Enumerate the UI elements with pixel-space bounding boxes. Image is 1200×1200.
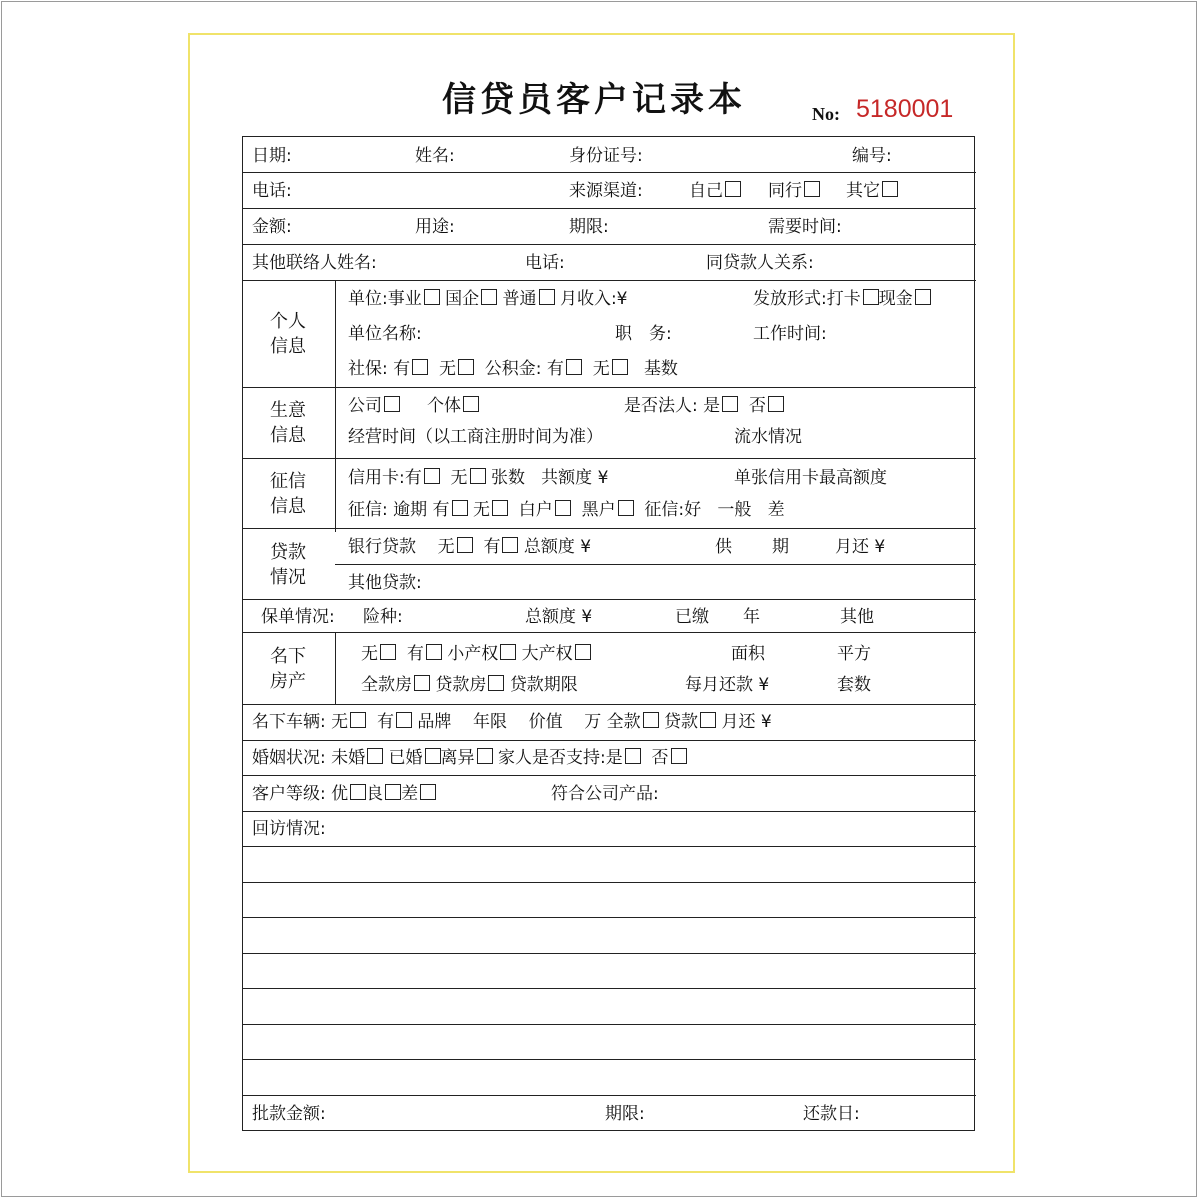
car-row [252, 712, 772, 732]
row-divider [243, 599, 976, 600]
work-time-label: 工作时间: [753, 324, 827, 344]
option-label: 白户 [518, 500, 553, 520]
checkbox[interactable] [612, 359, 628, 375]
option-label: 贷款房 [435, 675, 487, 695]
option-label: 事业 [387, 289, 422, 309]
option-label: 有 [546, 359, 564, 379]
grade-row [252, 784, 436, 804]
option-label: 无 [438, 359, 456, 379]
other-loan-label: 其他贷款: [348, 573, 422, 593]
option-label: 小产权 [447, 644, 499, 664]
monthly-label: 月还 ¥ [721, 712, 772, 732]
option-label: 优 [331, 784, 349, 804]
legal-person-row [624, 396, 784, 416]
row-divider [243, 775, 976, 776]
section-label-line: 信息 [270, 425, 306, 446]
bank-loan-label: 银行贷款 [348, 537, 416, 557]
house-label [243, 644, 333, 694]
loan-status-label [243, 540, 333, 590]
option-label: 无 [472, 500, 490, 520]
form-table [242, 136, 975, 1131]
family-label: 家人是否支持: [497, 748, 606, 768]
option-label: 自己 [689, 181, 723, 201]
policy-paid-label: 已缴 [675, 607, 709, 627]
price-label: 价值 [528, 712, 563, 732]
checkbox[interactable] [384, 396, 400, 412]
policy-type-label: 险种: [363, 607, 403, 627]
option-label: 全款 [606, 712, 641, 732]
row-divider [243, 244, 976, 245]
social-label: 社保: [348, 359, 388, 379]
checkbox[interactable] [385, 784, 401, 800]
marriage-label: 婚姻状况: [252, 748, 326, 768]
checkbox[interactable] [420, 784, 436, 800]
option-label: 离异 [440, 748, 475, 768]
base-label: 基数 [643, 359, 678, 379]
unit-label: 单位: [348, 289, 388, 309]
option-label: 无 [437, 537, 455, 557]
house-type-row [361, 644, 591, 664]
section-divider [335, 632, 336, 704]
option-label: 逾期 有 [393, 500, 450, 520]
option-label: 是 [703, 396, 721, 416]
row-divider [243, 208, 976, 209]
name-label: 姓名: [415, 146, 455, 166]
checkbox[interactable] [863, 289, 879, 305]
usage-label: 用途: [415, 217, 455, 237]
section-label-line: 名下 [270, 646, 306, 667]
row-divider [243, 704, 976, 705]
option-label: 已婚 [388, 748, 423, 768]
option-label: 否 [748, 396, 766, 416]
pay-label: 发放形式: [753, 289, 827, 309]
monthly-label: 月还 ¥ [835, 537, 886, 557]
checkbox[interactable] [555, 500, 571, 516]
checkbox[interactable] [671, 748, 687, 764]
checkbox[interactable] [463, 396, 479, 412]
option-label: 其它 [846, 181, 880, 201]
house-area-label: 面积 [731, 644, 765, 664]
row-divider [243, 528, 976, 529]
personal-info-label [243, 309, 333, 359]
checkbox[interactable] [700, 712, 716, 728]
option-label: 贷款 [664, 712, 699, 732]
section-label-line: 征信 [270, 471, 306, 492]
option-label: 有 [376, 712, 394, 732]
source-label: 来源渠道: [569, 181, 643, 201]
cash-flow-label: 流水情况 [734, 427, 802, 447]
source-self-option[interactable] [689, 181, 741, 201]
checkbox[interactable] [457, 537, 473, 553]
option-label: 国企 [445, 289, 480, 309]
business-info-label [243, 398, 333, 448]
row-divider [243, 988, 976, 989]
checkbox[interactable] [768, 396, 784, 412]
source-peer-option[interactable] [768, 181, 820, 201]
id-number-label: 身份证号: [569, 146, 643, 166]
option-label: 未婚 [331, 748, 366, 768]
checkbox[interactable] [458, 359, 474, 375]
option-label: 无 [450, 468, 468, 488]
product-fit-label: 符合公司产品: [551, 784, 659, 804]
option-label: 打卡 [826, 289, 861, 309]
approved-amount-label: 批款金额: [252, 1104, 326, 1124]
checkbox[interactable] [539, 289, 555, 305]
house-payment-row [361, 675, 578, 695]
checkbox[interactable] [882, 181, 898, 197]
option-label: 有 [393, 359, 411, 379]
footer-term-label: 期限: [605, 1104, 645, 1124]
checkbox[interactable] [643, 712, 659, 728]
row-divider [243, 1024, 976, 1025]
row-divider [335, 564, 976, 565]
checkbox[interactable] [425, 748, 441, 764]
checkbox[interactable] [915, 289, 931, 305]
section-label-line: 信息 [270, 496, 306, 517]
section-divider [335, 280, 336, 532]
checkbox[interactable] [725, 181, 741, 197]
section-label-line: 信息 [270, 336, 306, 357]
option-label: 有 [483, 537, 501, 557]
policy-total-label: 总额度 ¥ [525, 607, 593, 627]
credit-label: 征信: [348, 500, 388, 520]
house-sets-label: 套数 [837, 675, 871, 695]
checkbox[interactable] [350, 784, 366, 800]
max-card-limit-label: 单张信用卡最高额度 [734, 468, 887, 488]
row-divider [243, 1095, 976, 1096]
operating-time-label: 经营时间（以工商注册时间为准） [348, 427, 603, 447]
amount-label: 金额: [252, 217, 292, 237]
form-title: 信贷员客户记录本 [442, 80, 746, 120]
checkbox[interactable] [424, 468, 440, 484]
option-label: 普通 [502, 289, 537, 309]
section-label-line: 个人 [270, 311, 306, 332]
option-label: 良 [366, 784, 384, 804]
checkbox[interactable] [618, 500, 634, 516]
row-divider [243, 846, 976, 847]
house-sqm-label: 平方 [837, 644, 871, 664]
section-label-line: 情况 [270, 567, 306, 588]
checkbox[interactable] [470, 468, 486, 484]
serial-label: No: [812, 104, 840, 124]
checkbox[interactable] [396, 712, 412, 728]
total-label: 总额度 ¥ [523, 537, 592, 557]
pay-method-row [753, 289, 931, 309]
checkbox[interactable] [575, 644, 591, 660]
contact-name-label: 其他联络人姓名: [252, 253, 377, 273]
checkbox[interactable] [566, 359, 582, 375]
checkbox[interactable] [414, 675, 430, 691]
unit-type-row [348, 289, 628, 309]
checkbox[interactable] [804, 181, 820, 197]
date-label: 日期: [252, 146, 292, 166]
wan-label: 万 [584, 712, 602, 732]
option-label: 否 [651, 748, 669, 768]
row-divider [243, 740, 976, 741]
row-divider [243, 917, 976, 918]
option-label: 无 [361, 644, 378, 664]
option-label: 黑户 [581, 500, 616, 520]
legal-label: 是否法人: [624, 396, 698, 416]
relation-label: 同贷款人关系: [706, 253, 814, 273]
checkbox[interactable] [625, 748, 641, 764]
option-label: 信用卡:有 [348, 468, 422, 488]
option-label: 大产权 [521, 644, 573, 664]
bank-loan-row [348, 537, 591, 557]
checkbox[interactable] [367, 748, 383, 764]
policy-other-label: 其他 [840, 607, 874, 627]
row-divider [243, 280, 976, 281]
serial-field-label: 编号: [852, 146, 892, 166]
social-insurance-row [348, 359, 678, 379]
option-label: 同行 [768, 181, 802, 201]
phone-label: 电话: [252, 181, 292, 201]
option-label: 征信:好 [644, 500, 702, 520]
section-label-line: 贷款 [270, 542, 306, 563]
option-label: 个体 [427, 396, 462, 416]
row-divider [243, 172, 976, 173]
option-label: 有 [406, 644, 424, 664]
count-label: 张数 [490, 468, 525, 488]
section-label-line: 房产 [270, 671, 306, 692]
period-label: 期 [772, 537, 789, 557]
checkbox[interactable] [500, 644, 516, 660]
row-divider [243, 632, 976, 633]
supply-label: 供 [715, 537, 732, 557]
years-label: 年限 [472, 712, 507, 732]
brand-label: 品牌 [417, 712, 452, 732]
checkbox[interactable] [426, 644, 442, 660]
source-other-option[interactable] [846, 181, 898, 201]
checkbox[interactable] [488, 675, 504, 691]
checkbox[interactable] [492, 500, 508, 516]
policy-year-label: 年 [743, 607, 760, 627]
option-label: 差 [401, 784, 419, 804]
option-label: 无 [331, 712, 349, 732]
row-divider [243, 882, 976, 883]
option-label: 是 [605, 748, 623, 768]
car-label: 名下车辆: [252, 712, 326, 732]
row-divider [243, 953, 976, 954]
checkbox[interactable] [380, 644, 396, 660]
checkbox[interactable] [424, 289, 440, 305]
option-label: 差 [767, 500, 785, 520]
credit-status-row [348, 500, 785, 520]
option-label: 公司 [348, 396, 382, 416]
term-label: 期限: [569, 217, 609, 237]
repay-day-label: 还款日: [803, 1104, 860, 1124]
credit-info-label [243, 469, 333, 519]
row-divider [243, 1059, 976, 1060]
marriage-row [252, 748, 687, 768]
row-divider [243, 387, 976, 388]
policy-label: 保单情况: [261, 607, 335, 627]
post-label: 职 务: [615, 324, 672, 344]
checkbox[interactable] [502, 537, 518, 553]
option-label: 无 [592, 359, 610, 379]
grade-label: 客户等级: [252, 784, 326, 804]
business-type-row [348, 396, 479, 416]
unit-name-label: 单位名称: [348, 324, 422, 344]
loan-term-label: 贷款期限 [509, 675, 578, 695]
house-monthly-label: 每月还款 ¥ [685, 675, 770, 695]
row-divider [243, 458, 976, 459]
option-label: 一般 [717, 500, 752, 520]
credit-card-row [348, 468, 608, 488]
visit-label: 回访情况: [252, 819, 326, 839]
option-label: 全款房 [361, 675, 412, 695]
limit-label: 共额度 ¥ [541, 468, 609, 488]
checkbox[interactable] [722, 396, 738, 412]
checkbox[interactable] [477, 748, 493, 764]
checkbox[interactable] [350, 712, 366, 728]
checkbox[interactable] [481, 289, 497, 305]
need-time-label: 需要时间: [768, 217, 842, 237]
option-label: 现金 [878, 289, 913, 309]
checkbox[interactable] [412, 359, 428, 375]
serial-number: 5180001 [856, 95, 954, 123]
section-label-line: 生意 [270, 400, 306, 421]
fund-label: 公积金: [484, 359, 542, 379]
row-divider [243, 811, 976, 812]
contact-phone-label: 电话: [525, 253, 565, 273]
income-label: 月收入:¥ [559, 289, 628, 309]
checkbox[interactable] [452, 500, 468, 516]
